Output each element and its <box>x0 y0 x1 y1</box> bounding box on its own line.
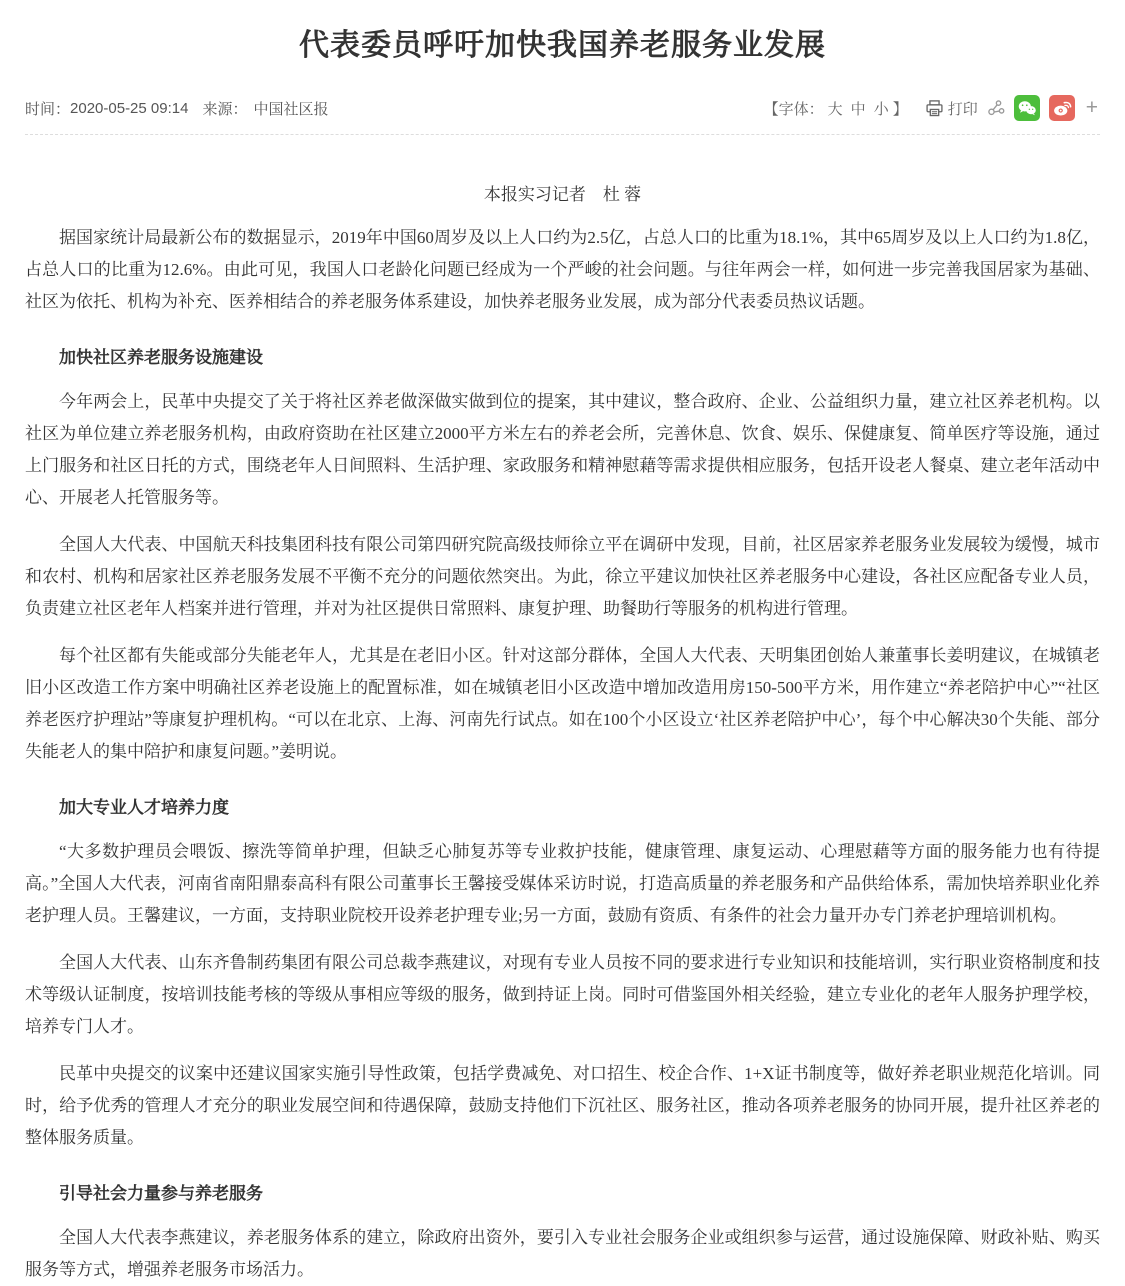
article-paragraph: 全国人大代表、中国航天科技集团科技有限公司第四研究院高级技师徐立平在调研中发现，目前，社区居家养老服务业发展较为缓慢，城市和农村、机构和居家社区养老服务发展不平衡不充分的问题依然突出。为此，徐立平建议加快社区养老服务中心建设，各社区应配备专业人员，负责建立社区老年人档案并进行管理，并对为社区提供日常照料、康复护理、助餐助行等服务的机构进行管理。 <box>25 535 1100 618</box>
print-label: 打印 <box>947 100 978 118</box>
weibo-share-button[interactable] <box>1049 95 1075 121</box>
font-size-label-close: 】 <box>892 100 908 118</box>
article-paragraph: 据国家统计局最新公布的数据显示，2019年中国60周岁及以上人口约为2.5亿，占总人口的比重为18.1%，其中65周岁及以上人口约为1.8亿，占总人口的比重为12.6%。由此可见，我国人口老龄化问题已经成为一个严峻的社会问题。与往年两会一样，如何进一步完善我国居家为基础、社区为依托、机构为补充、医养相结合的养老服务体系建设，加快养老服务业发展，成为部分代表委员热议话题。 <box>25 228 1100 311</box>
source-value: 中国社区报 <box>253 100 329 118</box>
article-paragraph: “大多数护理员会喂饭、擦洗等简单护理，但缺乏心肺复苏等专业救护技能，健康管理、康复运动、心理慰藉等方面的服务能力也有待提高。”全国人大代表，河南省南阳鼎泰高科有限公司董事长王馨接受媒体采访时说，打造高质量的养老服务和产品供给体系，需加快培养职业化养老护理人员。王馨建议，一方面，支持职业院校开设养老护理专业;另一方面，鼓励有资质、有条件的社会力量开办专门养老护理培训机构。 <box>25 842 1100 925</box>
wechat-share-button[interactable] <box>1014 95 1040 121</box>
time-value: 2020-05-25 09:14 <box>70 99 189 117</box>
weibo-icon <box>1051 97 1073 119</box>
article-byline: 本报实习记者 杜 蓉 <box>483 185 642 204</box>
page-title: 代表委员呼吁加快我国养老服务业发展 <box>299 29 826 62</box>
wechat-icon <box>1016 97 1038 119</box>
font-size-small-button[interactable]: 小 <box>873 100 889 118</box>
article-paragraph: 全国人大代表李燕建议，养老服务体系的建立，除政府出资外，要引入专业社会服务企业或组织参与运营，通过设施保障、财政补贴、购买服务等方式，增强养老服务市场活力。 <box>25 1228 1100 1279</box>
font-size-large-button[interactable]: 大 <box>827 100 843 118</box>
printer-icon <box>925 99 944 118</box>
article-body <box>25 222 1100 1286</box>
article-meta <box>25 98 328 119</box>
article-page <box>0 25 1125 1286</box>
more-share-button[interactable]: + <box>1085 96 1098 119</box>
article-paragraph: 每个社区都有失能或部分失能老年人，尤其是在老旧小区。针对这部分群体，全国人大代表、天明集团创始人兼董事长姜明建议，在城镇老旧小区改造工作方案中明确社区养老设施上的配置标准，如在城镇老旧小区改造中增加改造用房150-500平方米，用作建立“养老陪护中心”“社区养老医疗护理站”等康复护理机构。“可以在北京、上海、河南先行试点。如在100个小区设立‘社区养老陪护中心’，每个中心解决30个失能、部分失能老人的集中陪护和康复问题。”姜明说。 <box>25 646 1100 761</box>
article-paragraph: 全国人大代表、山东齐鲁制药集团有限公司总裁李燕建议，对现有专业人员按不同的要求进行专业知识和技能培训，实行职业资格制度和技术等级认证制度，按培训技能考核的等级从事相应等级的服务，做到持证上岗。同时可借鉴国外相关经验，建立专业化的老年人服务护理学校，培养专门人才。 <box>25 953 1100 1036</box>
section-heading: 加快社区养老服务设施建设 <box>59 348 263 367</box>
source-label: 来源： <box>202 100 248 118</box>
article-paragraph: 民革中央提交的议案中还建议国家实施引导性政策，包括学费减免、对口招生、校企合作、1+X证书制度等，做好养老职业规范化培训。同时，给予优秀的管理人才充分的职业发展空间和待遇保障，鼓励支持他们下沉社区、服务社区，推动各项养老服务的协同开展，提升社区养老的整体服务质量。 <box>25 1064 1100 1147</box>
article-paragraph: 今年两会上，民革中央提交了关于将社区养老做深做实做到位的提案，其中建议，整合政府、企业、公益组织力量，建立社区养老机构。以社区为单位建立养老服务机构，由政府资助在社区建立2000平方米左右的养老会所，完善休息、饮食、娱乐、保健康复、简单医疗等设施，通过上门服务和社区日托的方式，围绕老年人日间照料、生活护理、家政服务和精神慰藉等需求提供相应服务，包括开设老人餐桌、建立老年活动中心、开展老人托管服务等。 <box>25 392 1100 507</box>
article-toolbar <box>764 95 1100 121</box>
section-heading: 引导社会力量参与养老服务 <box>59 1184 263 1203</box>
print-button[interactable] <box>925 98 978 119</box>
font-size-label: 【字体： <box>763 100 824 118</box>
font-size-control <box>764 98 908 119</box>
section-heading: 加大专业人才培养力度 <box>59 798 229 817</box>
time-label: 时间： <box>25 100 71 118</box>
share-icon <box>987 99 1005 117</box>
font-size-medium-button[interactable]: 中 <box>850 100 866 118</box>
meta-toolbar-row <box>25 95 1100 135</box>
share-button[interactable] <box>987 99 1005 117</box>
